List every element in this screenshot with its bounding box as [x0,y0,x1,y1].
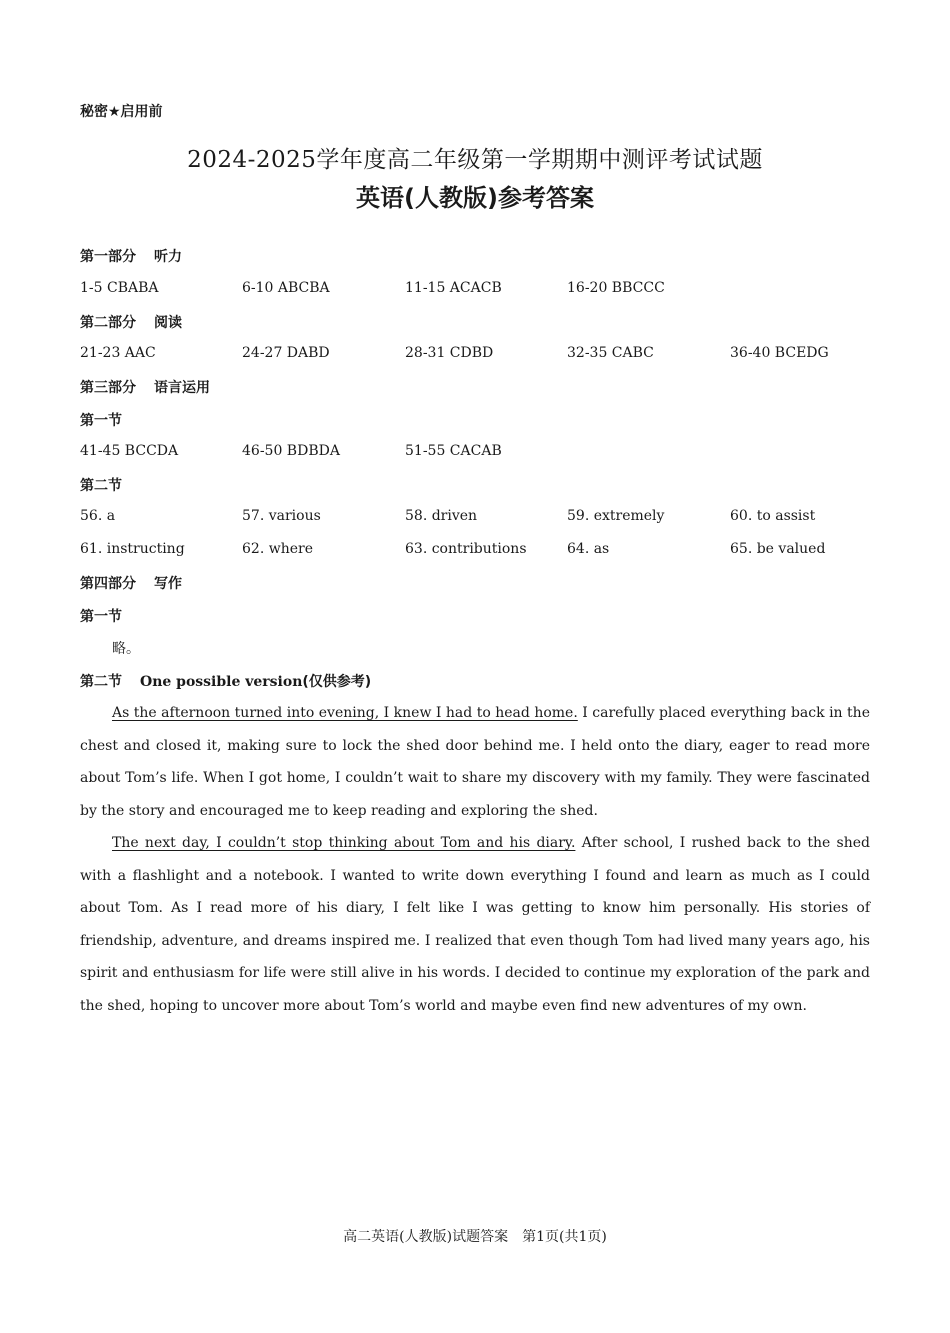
given-opening-sentence: As the afternoon turned into evening, I knew I had to head home. [112,705,578,721]
part1-heading [80,246,182,268]
answer-cell: 28-31 CDBD [405,345,494,361]
given-opening-sentence: The next day, I couldn’t stop thinking about Tom and his diary. [112,835,576,851]
answer-cell: 24-27 DABD [242,345,330,361]
answer-cell: 56. a [80,508,116,524]
part2-answers [80,345,880,367]
answer-cell: 6-10 ABCBA [242,280,330,296]
confidential-label: 秘密★启用前 [80,104,163,120]
answer-cell: 16-20 BBCCC [567,280,665,296]
exam-title: 2024-2025学年度高二年级第一学期期中测评考试试题 [187,147,763,173]
part3-section2-row1 [80,508,880,530]
part2-label: 第二部分 [80,315,136,331]
answer-cell: 59. extremely [567,508,665,524]
part3-name: 语言运用 [154,380,210,396]
answer-cell: 46-50 BDBDA [242,443,340,459]
part4-label: 第四部分 [80,576,136,592]
answer-cell: 61. instructing [80,541,185,557]
version-note: (仅供参考) [302,674,372,690]
answer-cell: 1-5 CBABA [80,280,159,296]
part4-section2-label: 第二节 [80,674,122,690]
part1-name: 听力 [154,249,182,265]
part4-section2-heading [80,671,371,693]
answer-cell: 58. driven [405,508,478,524]
answer-cell: 63. contributions [405,541,527,557]
paragraph-body: After school, I rushed back to the shed with a flashlight and a notebook. I wanted to write down everything I found and learn as much as I could about Tom. As I read more of his diary, I felt like I was getting to know him personally. His stories of friendship, adventure, and dreams inspired me. I realized that even though Tom had lived many years ago, his spirit and enthusiasm for life were still alive in his words. I decided to continue my exploration of the park and the shed, hoping to uncover more about Tom’s world and maybe even find new adventures of my own. [80,835,870,1014]
answer-cell: 36-40 BCEDG [730,345,829,361]
part2-name: 阅读 [154,315,182,331]
answer-cell: 51-55 CACAB [405,443,502,459]
paragraph-body: I carefully placed everything back in the chest and closed it, making sure to lock the shed door behind me. I held onto the diary, eager to read more about Tom’s life. When I got home, I couldn’t wait to share my discovery with my family. They were fascinated by the story and encouraged me to keep reading and exploring the shed. [80,705,870,819]
essay-paragraph-1 [80,697,870,827]
part3-heading [80,377,210,399]
answer-cell: 41-45 BCCDA [80,443,179,459]
page-footer: 高二英语(人教版)试题答案 第1页(共1页) [343,1229,607,1245]
part3-section1-answers [80,443,880,465]
answer-cell: 11-15 ACACB [405,280,502,296]
part3-section2-heading: 第二节 [80,478,122,494]
answer-key-title: 英语(人教版)参考答案 [356,184,594,212]
answer-cell: 60. to assist [730,508,816,524]
answer-cell: 57. various [242,508,321,524]
part4-section1-heading: 第一节 [80,609,122,625]
part3-label: 第三部分 [80,380,136,396]
version-label: One possible version [140,674,303,690]
answer-cell: 32-35 CABC [567,345,654,361]
part3-section1-heading: 第一节 [80,413,122,429]
answer-cell: 21-23 AAC [80,345,156,361]
answer-cell: 65. be valued [730,541,826,557]
answer-cell: 64. as [567,541,610,557]
part4-heading [80,573,182,595]
part1-label: 第一部分 [80,249,136,265]
part2-heading [80,312,182,334]
answer-cell: 62. where [242,541,313,557]
part4-section1-text: 略。 [112,641,140,657]
part3-section2-row2 [80,541,880,563]
essay-paragraph-2 [80,827,870,1023]
part4-name: 写作 [154,576,182,592]
part1-answers [80,280,880,302]
